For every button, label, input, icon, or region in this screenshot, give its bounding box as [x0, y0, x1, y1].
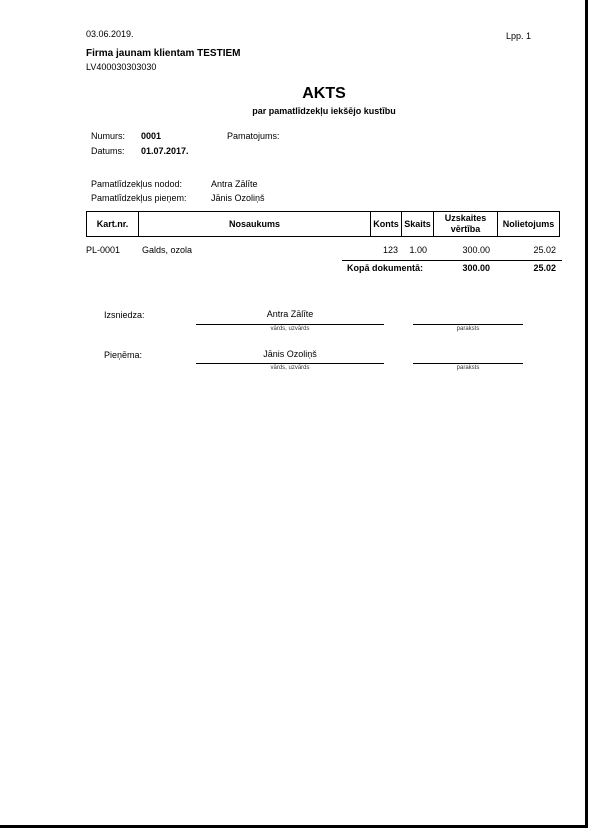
column-header-card-no: Kart.nr. [87, 212, 139, 237]
company-name: Firma jaunam klientam TESTIEM [86, 48, 241, 59]
print-date: 03.06.2019. [86, 29, 134, 39]
total-depreciation: 25.02 [533, 263, 556, 273]
column-header-account: Konts [371, 212, 402, 237]
cell-card-no: PL-0001 [86, 245, 121, 255]
number-label: Numurs: [91, 131, 126, 141]
received-name: Jānis Ozoliņš [263, 349, 317, 359]
basis-label: Pamatojums: [227, 131, 280, 141]
issued-name-line [196, 324, 384, 325]
table-header-row [87, 212, 560, 237]
cell-depreciation: 25.02 [533, 245, 556, 255]
total-label: Kopā dokumentā: [347, 263, 424, 273]
total-value: 300.00 [462, 263, 490, 273]
cell-quantity: 1.00 [409, 245, 427, 255]
items-table [86, 211, 560, 237]
issued-name: Antra Zālīte [266, 309, 314, 319]
cell-name: Galds, ozola [142, 245, 193, 255]
column-header-book-value: Uzskaites vērtība [434, 212, 498, 237]
issued-signature-caption: paraksts [456, 326, 480, 332]
number-value: 0001 [141, 131, 162, 141]
issued-name-caption: vārds, uzvārds [270, 326, 310, 332]
document-subtitle: par pamatlīdzekļu iekšējo kustību [252, 106, 396, 116]
received-signature-line [413, 363, 523, 364]
received-name-caption: vārds, uzvārds [270, 365, 310, 371]
page-number: Lpp. 1 [506, 31, 532, 41]
receiver-value: Jānis Ozoliņš [211, 193, 265, 203]
issued-label: Izsniedza: [104, 310, 145, 320]
cell-account: 123 [382, 245, 398, 255]
column-header-name: Nosaukums [139, 212, 371, 237]
total-divider [342, 260, 562, 261]
received-signature-caption: paraksts [456, 365, 480, 371]
giver-value: Antra Zālīte [211, 179, 258, 189]
issued-signature-line [413, 324, 523, 325]
received-name-line [196, 363, 384, 364]
receiver-label: Pamatlīdzekļus pieņem: [91, 193, 187, 203]
column-header-quantity: Skaits [402, 212, 434, 237]
cell-book-value: 300.00 [462, 245, 490, 255]
date-label: Datums: [91, 146, 125, 156]
received-label: Pieņēma: [104, 350, 143, 360]
company-reg-no: LV400030303030 [86, 62, 157, 72]
column-header-depreciation: Nolietojums [498, 212, 560, 237]
giver-label: Pamatlīdzekļus nodod: [91, 179, 183, 189]
document-title: AKTS [302, 85, 346, 102]
date-value: 01.07.2017. [141, 146, 189, 156]
